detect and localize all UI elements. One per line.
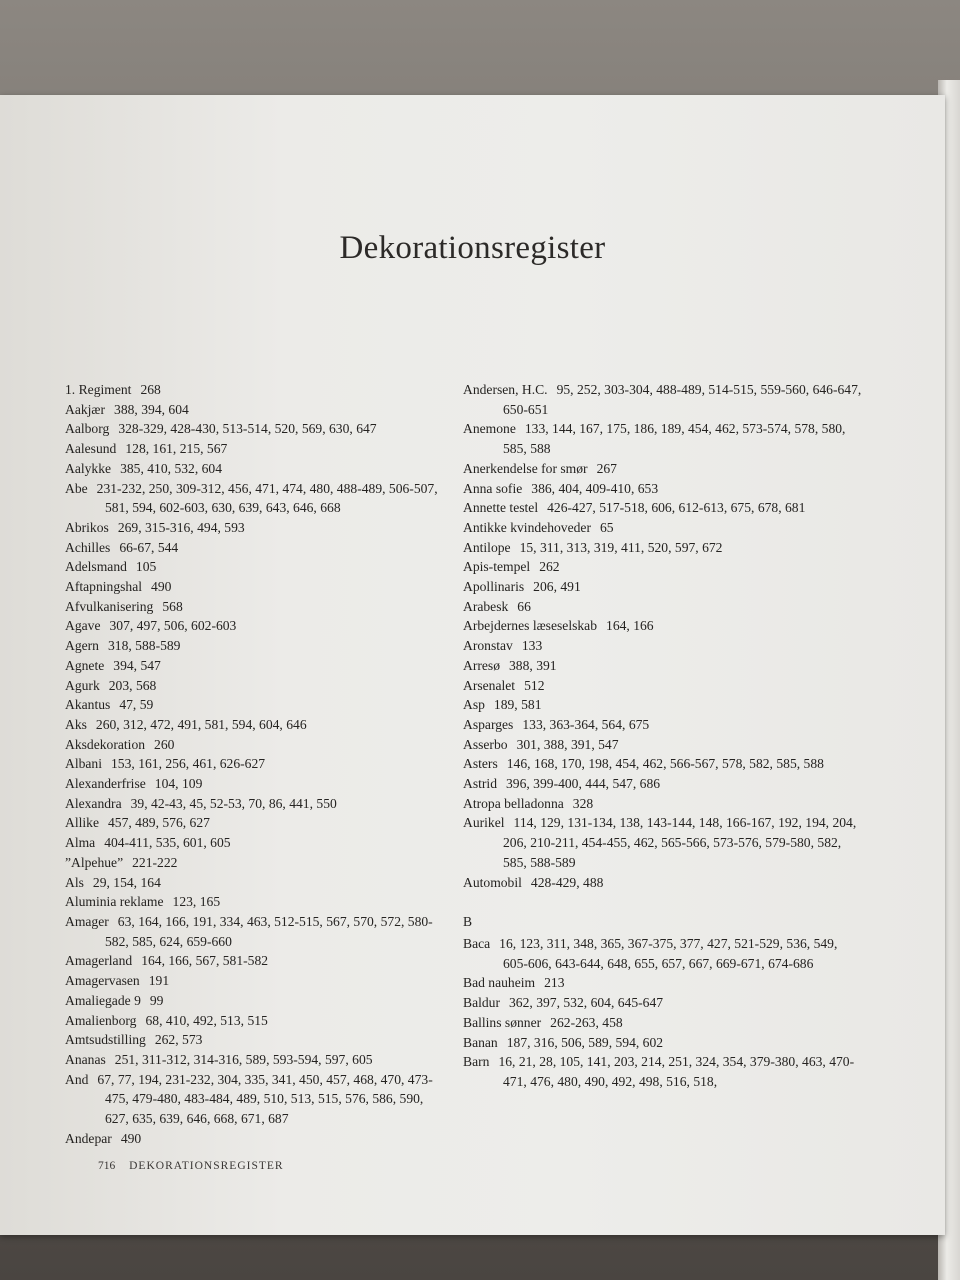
index-entry	[65, 636, 450, 656]
index-term: 1. Regiment	[65, 382, 132, 397]
index-term: Arsenalet	[463, 677, 516, 693]
index-term: Andepar	[65, 1130, 112, 1146]
page-references: 260	[154, 736, 175, 752]
index-entry	[65, 971, 450, 991]
page-references: 16, 21, 28, 105, 141, 203, 214, 251, 324, 354, 379-380, 463, 470-471, 476, 480, 490, 492, 498, 516, 518,	[498, 1054, 855, 1089]
page-references: 262-263, 458	[550, 1014, 623, 1030]
index-term: Arresø	[463, 657, 500, 673]
index-term: Arbejdernes læseselskab	[463, 618, 598, 634]
index-entry	[463, 419, 863, 458]
page-references: 404-411, 535, 601, 605	[104, 835, 231, 851]
index-term: Alexandra	[65, 795, 122, 811]
index-term: Antikke kvindehoveder	[463, 519, 591, 535]
index-entry	[463, 1052, 863, 1091]
index-term: Abe	[65, 480, 88, 496]
page-references: 68, 410, 492, 513, 515	[145, 1012, 268, 1028]
index-term: Albani	[65, 756, 102, 772]
index-entry	[65, 813, 450, 833]
index-entry	[65, 873, 450, 893]
index-entry	[463, 498, 863, 518]
index-term: Ballins sønner	[463, 1014, 542, 1030]
page-references: 104, 109	[154, 776, 203, 792]
page-heading: Dekorationsregister	[339, 230, 606, 266]
index-term: Baca	[463, 935, 491, 951]
index-entry	[65, 794, 450, 814]
page-references: 457, 489, 576, 627	[107, 815, 210, 831]
page-references: 191	[148, 973, 170, 989]
index-term: Afvulkanisering	[65, 598, 154, 614]
index-term: Apis-tempel	[463, 559, 531, 575]
page-references: 47, 59	[119, 697, 154, 713]
page-references: 394, 547	[113, 657, 161, 673]
index-entry	[65, 616, 450, 636]
index-term: Apollinaris	[463, 579, 525, 595]
section-letter: B	[463, 914, 473, 930]
page-references: 388, 391	[509, 657, 557, 673]
index-entry	[65, 991, 450, 1011]
index-entry	[65, 479, 450, 518]
page-references: 114, 129, 131-134, 138, 143-144, 148, 166-167, 192, 194, 204, 206, 210-211, 454-455, 462, 565-566, 573-576, 579-580, 582, 585, 588-589	[503, 815, 857, 870]
page-references: 187, 316, 506, 589, 594, 602	[506, 1034, 664, 1050]
index-entry	[65, 853, 450, 873]
index-entry	[463, 735, 863, 755]
page-references: 99	[149, 992, 164, 1008]
page-references: 213	[544, 975, 565, 991]
index-term: Aftapningshal	[65, 579, 143, 595]
index-entry	[65, 735, 450, 755]
page-references: 269, 315-316, 494, 593	[117, 519, 245, 535]
page-references: 153, 161, 256, 461, 626-627	[111, 756, 266, 772]
index-term: Abrikos	[65, 519, 109, 535]
index-entry	[463, 813, 863, 872]
index-term: Anna sofie	[463, 480, 523, 496]
page-references: 15, 311, 313, 319, 411, 520, 597, 672	[519, 539, 723, 555]
index-entry	[65, 1030, 450, 1050]
index-entry	[463, 380, 863, 419]
page-references: 426-427, 517-518, 606, 612-613, 675, 678, 681	[547, 500, 806, 516]
page-references: 262	[539, 559, 560, 575]
page-references: 512	[524, 677, 545, 693]
index-entry	[65, 419, 450, 439]
index-term: Adelsmand	[65, 559, 127, 575]
page-references: 268	[140, 382, 161, 397]
index-term: Amagervasen	[65, 973, 140, 989]
page-references: 189, 581	[493, 697, 542, 713]
index-term: Aluminia reklame	[65, 894, 164, 910]
index-term: Andersen, H.C.	[463, 382, 548, 397]
index-entry	[463, 794, 863, 814]
index-entry	[463, 459, 863, 479]
index-term: Annette testel	[463, 500, 539, 516]
index-entry	[65, 577, 450, 597]
index-term: Achilles	[65, 539, 111, 555]
index-entry	[463, 1013, 863, 1033]
index-entry	[65, 833, 450, 853]
page-references: 95, 252, 303-304, 488-489, 514-515, 559-560, 646-647, 650-651	[503, 382, 862, 417]
index-term: Aalykke	[65, 460, 112, 476]
index-term: Barn	[463, 1054, 490, 1070]
index-entry	[463, 774, 863, 794]
index-term: Amager	[65, 913, 109, 929]
index-entry	[463, 577, 863, 597]
page-references: 251, 311-312, 314-316, 589, 593-594, 597, 605	[114, 1051, 373, 1067]
index-term: Aalborg	[65, 421, 110, 437]
index-term: Asparges	[463, 716, 514, 732]
page-references: 568	[162, 598, 183, 614]
index-term: Amagerland	[65, 953, 133, 969]
index-term: Automobil	[463, 874, 522, 890]
index-term: Agave	[65, 618, 101, 634]
index-entry	[65, 518, 450, 538]
index-term: Amtsudstilling	[65, 1032, 146, 1048]
index-entry	[463, 754, 863, 774]
page-references: 67, 77, 194, 231-232, 304, 335, 341, 450, 457, 468, 470, 473-475, 479-480, 483-484, 489, 510, 513, 515, 576, 586, 590, 627, 635, 639, 646, 668, 671, 687	[97, 1071, 433, 1127]
index-entry	[65, 557, 450, 577]
index-entry	[463, 538, 863, 558]
page-references: 29, 154, 164	[92, 874, 161, 890]
index-term: Allike	[65, 815, 99, 831]
index-entry	[463, 1033, 863, 1053]
index-entry	[65, 912, 450, 951]
index-term: ”Alpehue”	[65, 854, 124, 870]
index-term: Alexanderfrise	[65, 776, 146, 792]
page-references: 128, 161, 215, 567	[125, 441, 228, 457]
index-entry	[463, 676, 863, 696]
index-term: Aurikel	[463, 815, 505, 831]
index-entry	[463, 518, 863, 538]
index-term: Agern	[65, 638, 99, 654]
page-references: 490	[151, 579, 172, 595]
page-references: 65	[599, 519, 614, 535]
index-entry	[463, 973, 863, 993]
running-title: DEKORATIONSREGISTER	[129, 1160, 284, 1172]
index-entry	[65, 656, 450, 676]
page-references: 362, 397, 532, 604, 645-647	[509, 995, 664, 1011]
index-entry	[65, 1129, 450, 1149]
page-references: 133, 144, 167, 175, 186, 189, 454, 462, 573-574, 578, 580, 585, 588	[503, 421, 846, 457]
index-entry	[65, 459, 450, 479]
index-term: Bad nauheim	[463, 975, 536, 991]
page-references: 260, 312, 472, 491, 581, 594, 604, 646	[95, 716, 307, 732]
page-references: 328-329, 428-430, 513-514, 520, 569, 630, 647	[118, 421, 377, 437]
page-references: 206, 491	[533, 579, 581, 595]
index-term: Amaliegade 9	[65, 992, 141, 1008]
index-term: Atropa belladonna	[463, 795, 564, 811]
index-group-b	[463, 934, 863, 1092]
index-column-right	[463, 380, 863, 1092]
page-references: 146, 168, 170, 198, 454, 462, 566-567, 578, 582, 585, 588	[506, 756, 824, 772]
index-term: Astrid	[463, 776, 497, 792]
page-footer	[98, 1160, 284, 1172]
page-number: 716	[98, 1160, 116, 1172]
page-references: 16, 123, 311, 348, 365, 367-375, 377, 427, 521-529, 536, 549, 605-606, 643-644, 648, 655, 657, 667, 669-671, 674-686	[499, 935, 838, 971]
index-term: And	[65, 1071, 89, 1087]
index-term: Asters	[463, 756, 498, 772]
index-term: Akantus	[65, 697, 111, 713]
page-references: 385, 410, 532, 604	[120, 460, 223, 476]
page-references: 66-67, 544	[119, 539, 179, 555]
page-references: 267	[596, 460, 617, 476]
page-references: 301, 388, 391, 547	[516, 736, 619, 752]
index-entry	[463, 636, 863, 656]
index-term: Ananas	[65, 1051, 106, 1067]
page-references: 164, 166	[606, 618, 654, 634]
page-references: 164, 166, 567, 581-582	[141, 953, 269, 969]
index-entry	[463, 616, 863, 636]
index-entry	[65, 715, 450, 735]
index-entry	[463, 479, 863, 499]
index-entry	[463, 873, 863, 893]
page-references: 221-222	[132, 854, 178, 870]
index-entry	[463, 695, 863, 715]
index-entry	[65, 380, 450, 400]
index-entry	[65, 754, 450, 774]
index-entry	[463, 993, 863, 1013]
page-references: 123, 165	[172, 894, 221, 910]
page-references: 428-429, 488	[530, 874, 604, 890]
index-term: Amalienborg	[65, 1012, 137, 1028]
page-references: 307, 497, 506, 602-603	[109, 618, 237, 634]
page-references: 39, 42-43, 45, 52-53, 70, 86, 441, 550	[130, 795, 337, 811]
index-entry	[65, 1011, 450, 1031]
index-entry	[65, 774, 450, 794]
index-entry	[463, 656, 863, 676]
page-references: 105	[135, 559, 157, 575]
index-term: Agnete	[65, 657, 105, 673]
page-references: 396, 399-400, 444, 547, 686	[505, 776, 661, 792]
page-references: 203, 568	[108, 677, 157, 693]
page-references: 388, 394, 604	[114, 401, 189, 417]
index-entry	[463, 715, 863, 735]
index-term: Baldur	[463, 995, 500, 1011]
index-column-left	[65, 380, 450, 1148]
index-entry	[65, 439, 450, 459]
index-term: Aakjær	[65, 401, 106, 417]
index-term: Alma	[65, 835, 96, 851]
page-references: 386, 404, 409-410, 653	[531, 480, 659, 496]
index-group-a-continued	[463, 380, 863, 892]
index-term: Aksdekoration	[65, 736, 146, 752]
page-references: 133	[521, 638, 543, 654]
page-references: 66	[517, 598, 531, 614]
page-references: 490	[120, 1130, 142, 1146]
index-entry	[463, 557, 863, 577]
index-entry	[65, 400, 450, 420]
index-term: Anemone	[463, 421, 516, 437]
index-term: Arabesk	[463, 598, 509, 614]
index-term: Antilope	[463, 539, 511, 555]
index-entry	[65, 695, 450, 715]
index-entry	[65, 1070, 450, 1129]
index-term: Aalesund	[65, 441, 117, 457]
index-term: Agurk	[65, 677, 100, 693]
page-references: 63, 164, 166, 191, 334, 463, 512-515, 567, 570, 572, 580-582, 585, 624, 659-660	[105, 913, 433, 949]
page-references: 262, 573	[154, 1032, 203, 1048]
index-entry	[65, 538, 450, 558]
index-entry	[65, 676, 450, 696]
index-term: Anerkendelse for smør	[463, 460, 588, 476]
index-entry	[65, 597, 450, 617]
index-entry	[463, 597, 863, 617]
index-entry	[65, 1050, 450, 1070]
index-term: Asp	[463, 697, 485, 713]
page-references: 133, 363-364, 564, 675	[522, 716, 650, 732]
page-references: 328	[572, 795, 594, 811]
index-entry	[65, 892, 450, 912]
index-term: Aronstav	[463, 638, 513, 654]
index-term: Als	[65, 874, 84, 890]
index-term: Banan	[463, 1034, 498, 1050]
index-term: Asserbo	[463, 736, 508, 752]
page-references: 231-232, 250, 309-312, 456, 471, 474, 480, 488-489, 506-507, 581, 594, 602-603, 630, 639, 643, 646, 668	[96, 480, 438, 516]
index-entry	[463, 934, 863, 973]
page-references: 318, 588-589	[107, 638, 181, 654]
index-term: Aks	[65, 716, 87, 732]
index-entry	[65, 951, 450, 971]
book-page	[0, 95, 945, 1235]
